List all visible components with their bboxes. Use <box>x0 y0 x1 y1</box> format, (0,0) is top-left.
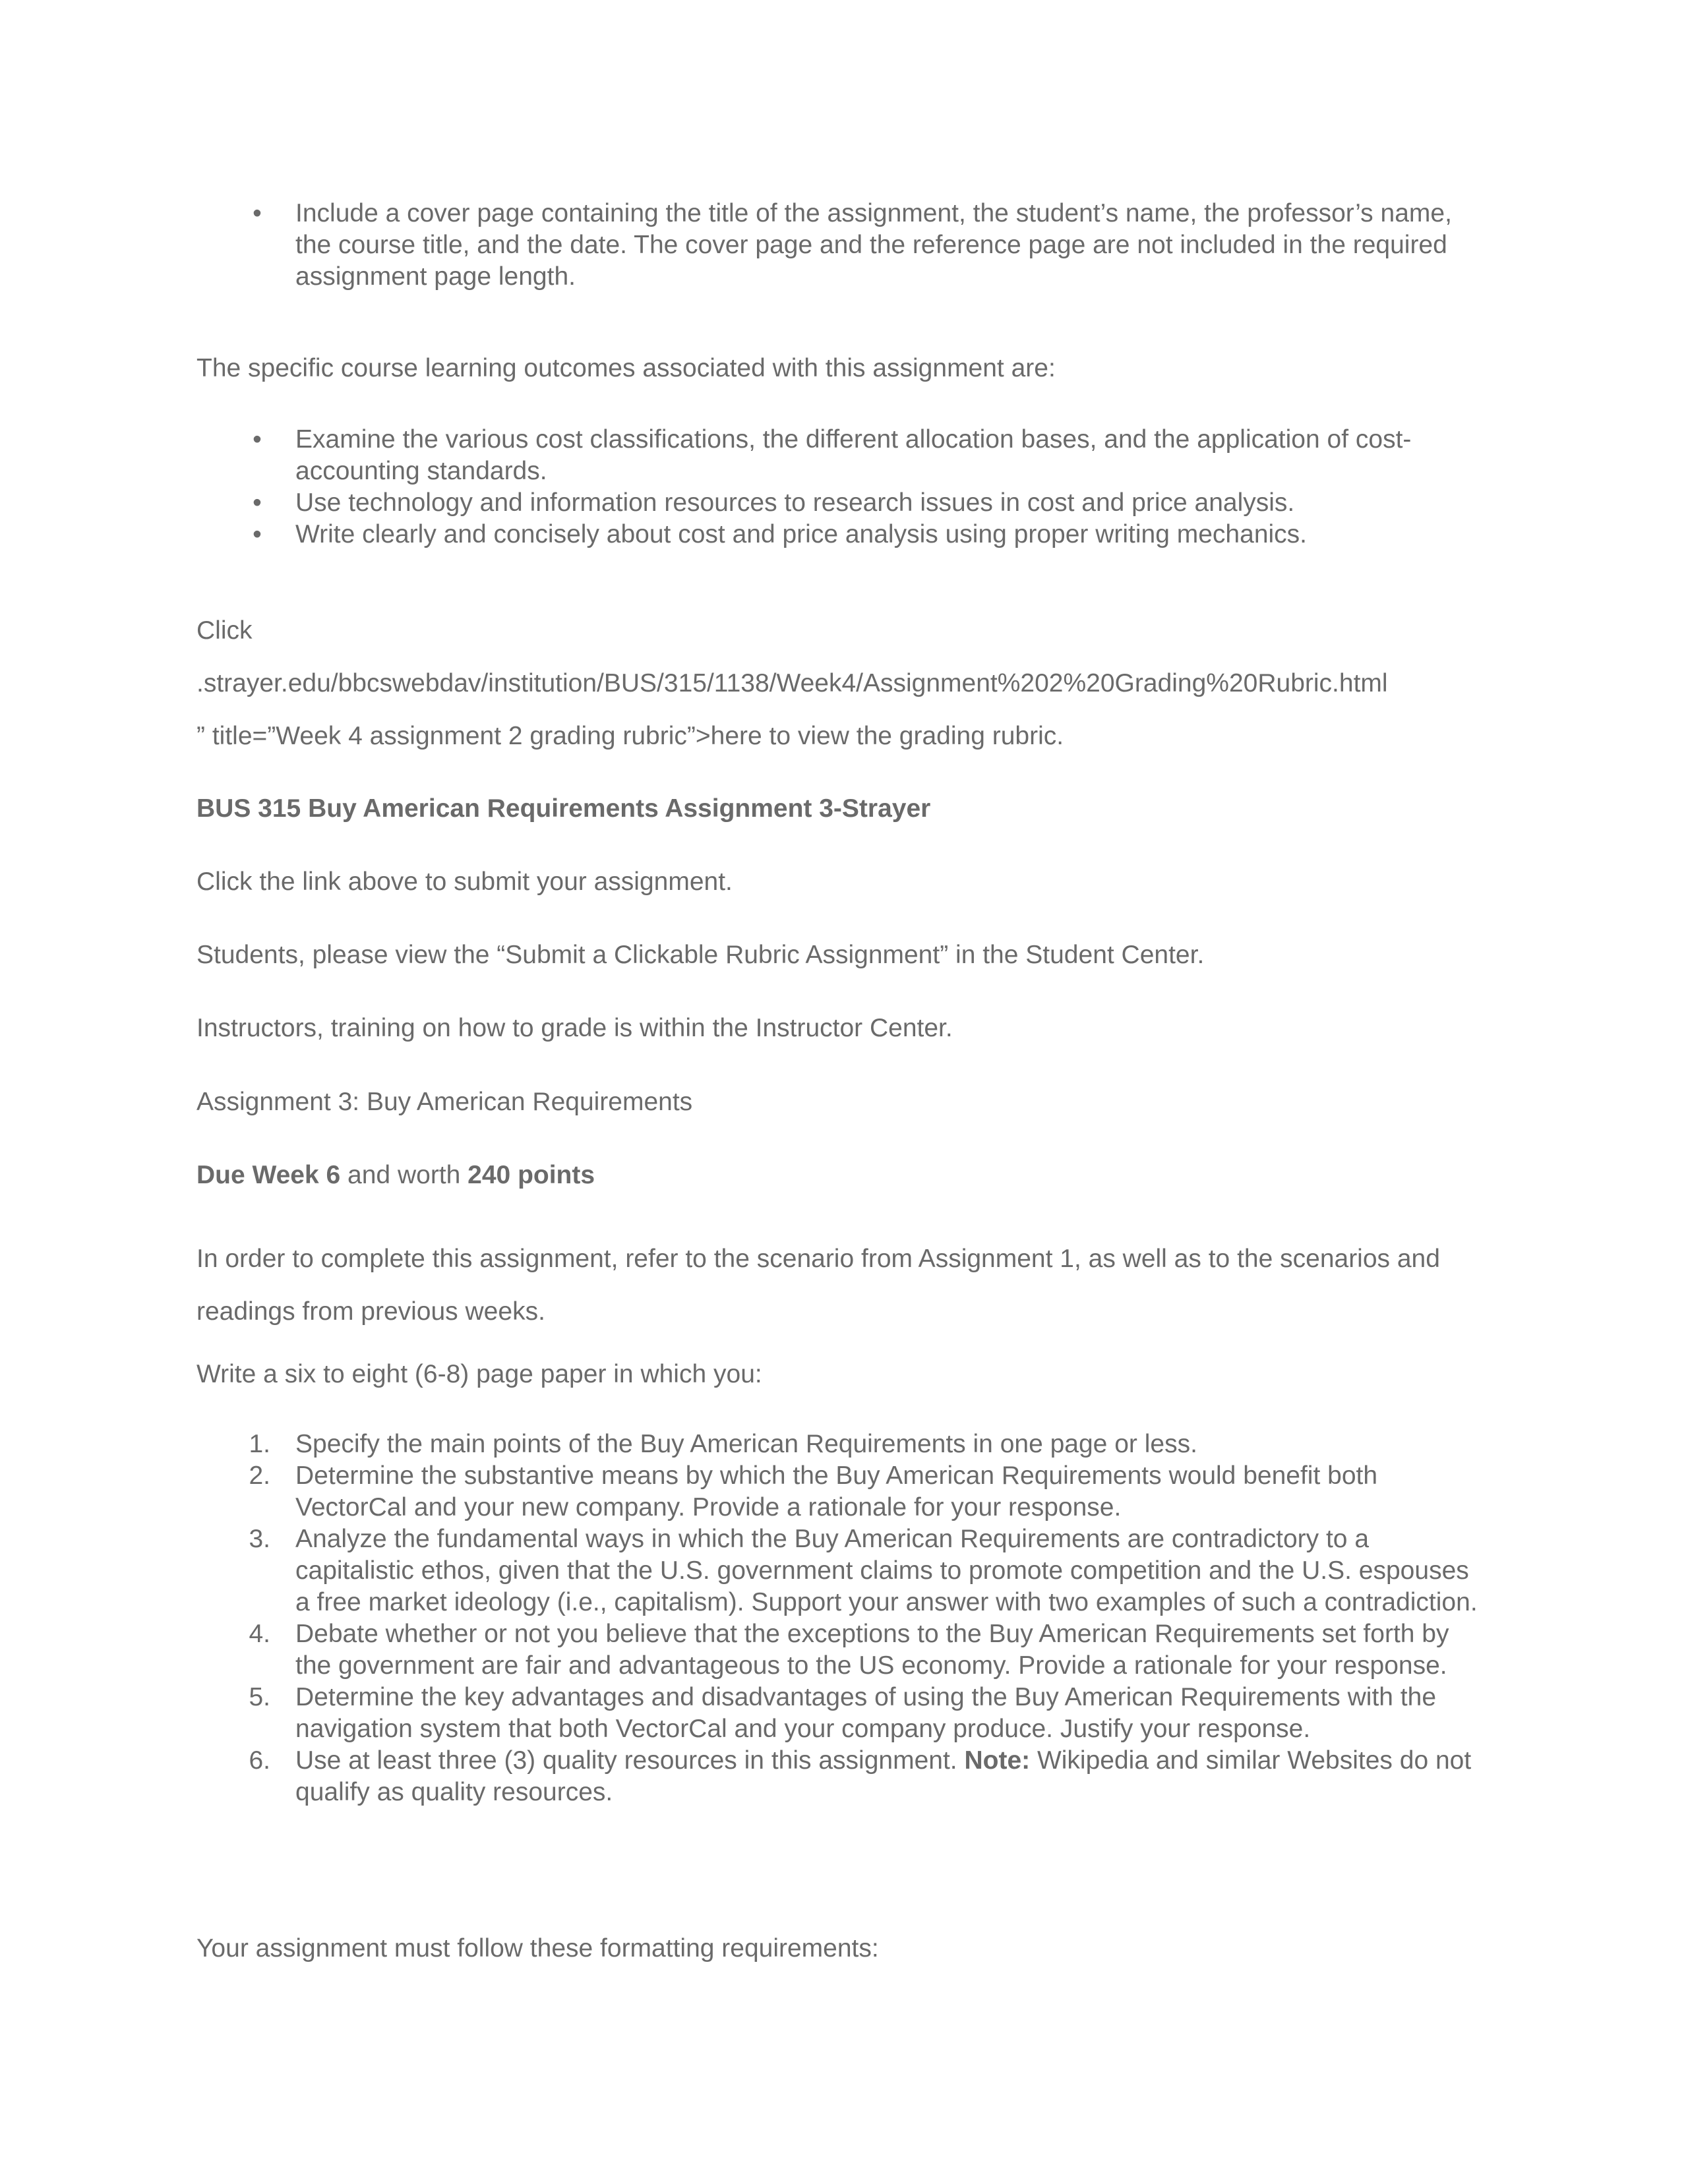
list-item <box>196 198 1489 293</box>
bullet-icon: • <box>253 520 262 548</box>
outcomes-list <box>196 424 1489 550</box>
list-item <box>196 1460 1489 1523</box>
list-item-text: Determine the key advantages and disadvantages of using the Buy American Requirements with the navigation system that both VectorCal and your company produce. Justify your response. <box>295 1683 1437 1743</box>
list-item <box>196 1745 1489 1808</box>
list-number: 4. <box>249 1620 270 1648</box>
students-note: Students, please view the “Submit a Clickable Rubric Assignment” in the Student Center. <box>196 941 1205 969</box>
tasks-list <box>196 1429 1489 1808</box>
bullet-icon: • <box>253 199 262 227</box>
list-item <box>196 487 1489 519</box>
cover-requirement-list <box>196 198 1489 293</box>
list-item-text: Write clearly and concisely about cost and price analysis using proper writing mechanics. <box>295 520 1308 548</box>
assignment-title: Assignment 3: Buy American Requirements <box>196 1088 693 1116</box>
list-item-text: Use technology and information resources to research issues in cost and price analysis. <box>295 488 1295 517</box>
due-middle: and worth <box>340 1161 468 1189</box>
note-label: Note: <box>964 1746 1031 1775</box>
list-item-text: Examine the various cost classifications, the different allocation bases, and the application of cost-accounting standards. <box>295 425 1412 485</box>
assignment-heading: BUS 315 Buy American Requirements Assignment 3-Strayer <box>196 794 931 823</box>
list-item <box>196 1682 1489 1745</box>
instructors-note: Instructors, training on how to grade is within the Instructor Center. <box>196 1014 953 1042</box>
list-item <box>196 1429 1489 1460</box>
intro-paragraph: In order to complete this assignment, refer to the scenario from Assignment 1, as well as to the scenarios and readings from previous weeks. <box>196 1245 1440 1326</box>
list-item-text <box>295 1746 1471 1806</box>
list-item-text: Analyze the fundamental ways in which the Buy American Requirements are contradictory to a capitalistic ethos, given that the U.S. government claims to promote competition and the U.S. espouses a free market ideology (i.e., capitalism). Support your answer with two examples of such a contradiction. <box>295 1525 1478 1616</box>
task6-note: Wikipedia and similar Websites do not qualify as quality resources. <box>295 1746 1472 1806</box>
bullet-icon: • <box>253 488 262 517</box>
due-points: 240 points <box>467 1161 595 1189</box>
rubric-link-text[interactable]: ” title=”Week 4 assignment 2 grading rubric”>here to view the grading rubric. <box>196 722 1064 750</box>
list-number: 6. <box>249 1746 270 1775</box>
formatting-intro: Your assignment must follow these formatting requirements: <box>196 1934 879 1963</box>
list-item-text: Include a cover page containing the title of the assignment, the student’s name, the professor’s name, the course title, and the date. The cover page and the reference page are not included in the required assignment page length. <box>295 199 1452 291</box>
list-item-text: Debate whether or not you believe that the exceptions to the Buy American Requirements set forth by the government are fair and advantageous to the US economy. Provide a rationale for your response. <box>295 1620 1449 1680</box>
list-item <box>196 1523 1489 1618</box>
submit-instruction: Click the link above to submit your assignment. <box>196 868 733 896</box>
task6-text: Use at least three (3) quality resources in this assignment. <box>295 1746 965 1775</box>
list-item <box>196 424 1489 487</box>
list-item-text: Specify the main points of the Buy American Requirements in one page or less. <box>295 1430 1197 1458</box>
bullet-icon: • <box>253 425 262 454</box>
list-item-text: Determine the substantive means by which the Buy American Requirements would benefit both VectorCal and your new company. Provide a rationale for your response. <box>295 1461 1378 1521</box>
list-number: 3. <box>249 1525 270 1553</box>
outcomes-intro: The specific course learning outcomes associated with this assignment are: <box>196 354 1056 382</box>
due-week: Due Week 6 <box>196 1161 341 1189</box>
list-item <box>196 1618 1489 1682</box>
click-text: Click <box>196 616 253 645</box>
write-prompt: Write a six to eight (6-8) page paper in which you: <box>196 1360 762 1388</box>
list-item <box>196 519 1489 550</box>
list-number: 5. <box>249 1683 270 1711</box>
due-line <box>196 1160 1489 1191</box>
list-number: 2. <box>249 1461 270 1490</box>
list-number: 1. <box>249 1430 270 1458</box>
rubric-url[interactable]: .strayer.edu/bbcswebdav/institution/BUS/315/1138/Week4/Assignment%202%20Grading%20Rubric.html <box>196 669 1388 697</box>
